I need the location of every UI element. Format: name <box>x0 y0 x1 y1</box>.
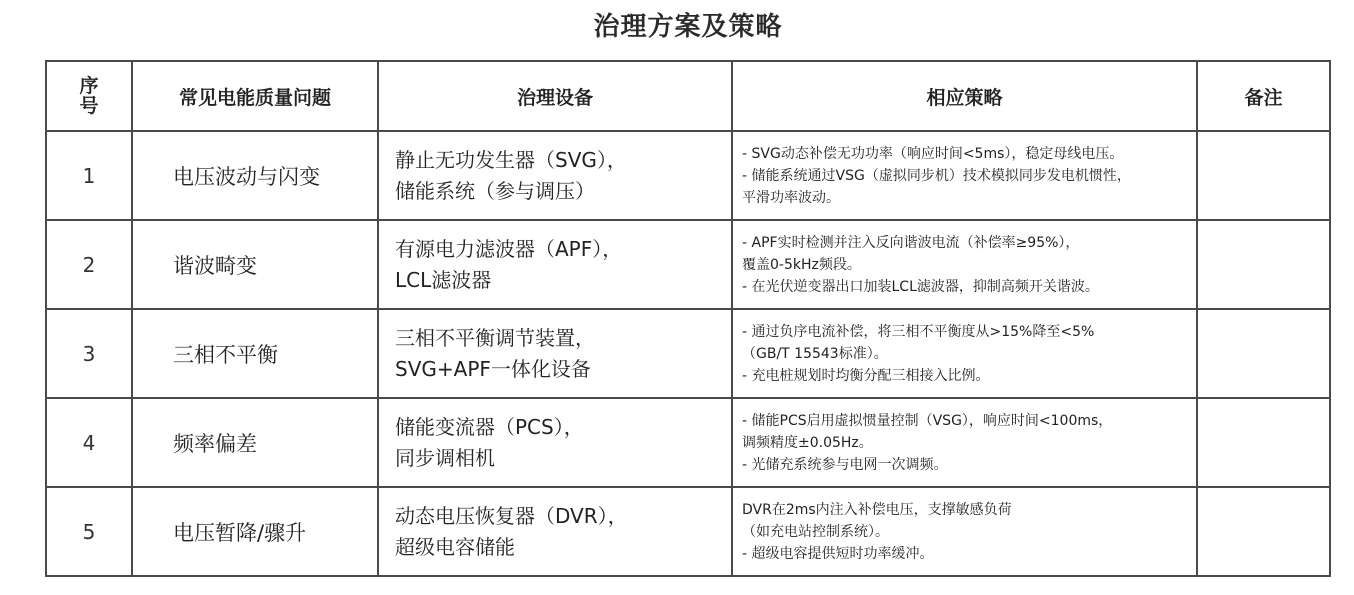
header-seq-line2: 号 <box>79 95 99 117</box>
strategy-line: - 储能PCS启用虚拟惯量控制（VSG），响应时间<100ms， <box>742 412 1113 429</box>
equipment-line: LCL滤波器 <box>395 267 492 292</box>
note-cell <box>1197 131 1330 220</box>
header-issue: 常见电能质量问题 <box>132 61 378 131</box>
strategy-line: （如充电站控制系统）。 <box>742 523 889 540</box>
issue-cell: 电压波动与闪变 <box>132 131 378 220</box>
equipment-line: 超级电容储能 <box>395 534 515 559</box>
header-note: 备注 <box>1197 61 1330 131</box>
strategy-line: DVR在2ms内注入补偿电压，支撑敏感负荷 <box>742 501 1012 518</box>
strategy-line: - 在光伏逆变器出口加装LCL滤波器，抑制高频开关谐波。 <box>742 278 1099 295</box>
equipment-cell <box>378 220 732 309</box>
issue-cell: 电压暂降/骤升 <box>132 487 378 576</box>
note-cell <box>1197 398 1330 487</box>
strategy-cell <box>732 398 1197 487</box>
note-cell <box>1197 487 1330 576</box>
strategy-cell <box>732 309 1197 398</box>
equipment-line: 储能系统（参与调压） <box>395 178 595 203</box>
strategy-table <box>45 60 1331 577</box>
strategy-cell <box>732 220 1197 309</box>
issue-cell: 谐波畸变 <box>132 220 378 309</box>
seq-cell: 2 <box>46 220 132 309</box>
header-seq <box>46 61 132 131</box>
table-row <box>46 131 1330 220</box>
seq-cell: 3 <box>46 309 132 398</box>
equipment-cell <box>378 131 732 220</box>
page-title: 治理方案及策略 <box>593 12 783 42</box>
equipment-line: 动态电压恢复器（DVR）， <box>395 503 628 528</box>
issue-cell: 三相不平衡 <box>132 309 378 398</box>
table-row <box>46 309 1330 398</box>
strategy-line: 覆盖0-5kHz频段。 <box>742 256 861 273</box>
strategy-cell <box>732 131 1197 220</box>
equipment-cell <box>378 398 732 487</box>
table-row <box>46 487 1330 576</box>
strategy-line: （GB/T 15543标准）。 <box>742 345 888 362</box>
strategy-cell <box>732 487 1197 576</box>
table-row <box>46 398 1330 487</box>
equipment-line: 静止无功发生器（SVG）， <box>395 147 627 172</box>
equipment-line: 三相不平衡调节装置， <box>395 325 595 350</box>
strategy-line: - SVG动态补偿无功功率（响应时间<5ms），稳定母线电压。 <box>742 145 1124 162</box>
header-strategy: 相应策略 <box>732 61 1197 131</box>
header-equipment: 治理设备 <box>378 61 732 131</box>
table-header-row <box>46 61 1330 131</box>
strategy-line: - 通过负序电流补偿，将三相不平衡度从>15%降至<5% <box>742 323 1095 340</box>
strategy-line: - 充电桩规划时均衡分配三相接入比例。 <box>742 367 990 384</box>
strategy-line: - APF实时检测并注入反向谐波电流（补偿率≥95%）， <box>742 234 1080 251</box>
equipment-line: 有源电力滤波器（APF）， <box>395 236 623 261</box>
strategy-line: - 超级电容提供短时功率缓冲。 <box>742 545 934 562</box>
seq-cell: 5 <box>46 487 132 576</box>
table-row <box>46 220 1330 309</box>
strategy-line: - 光储充系统参与电网一次调频。 <box>742 456 948 473</box>
equipment-line: 同步调相机 <box>395 445 495 470</box>
strategy-line: 调频精度±0.05Hz。 <box>742 434 873 451</box>
note-cell <box>1197 309 1330 398</box>
seq-cell: 1 <box>46 131 132 220</box>
note-cell <box>1197 220 1330 309</box>
equipment-cell <box>378 487 732 576</box>
header-seq-line1: 序 <box>79 75 99 97</box>
equipment-line: 储能变流器（PCS）， <box>395 414 584 439</box>
strategy-line: 平滑功率波动。 <box>742 189 840 206</box>
strategy-line: - 储能系统通过VSG（虚拟同步机）技术模拟同步发电机惯性， <box>742 167 1131 184</box>
equipment-line: SVG+APF一体化设备 <box>395 356 591 381</box>
issue-cell: 频率偏差 <box>132 398 378 487</box>
equipment-cell <box>378 309 732 398</box>
seq-cell: 4 <box>46 398 132 487</box>
